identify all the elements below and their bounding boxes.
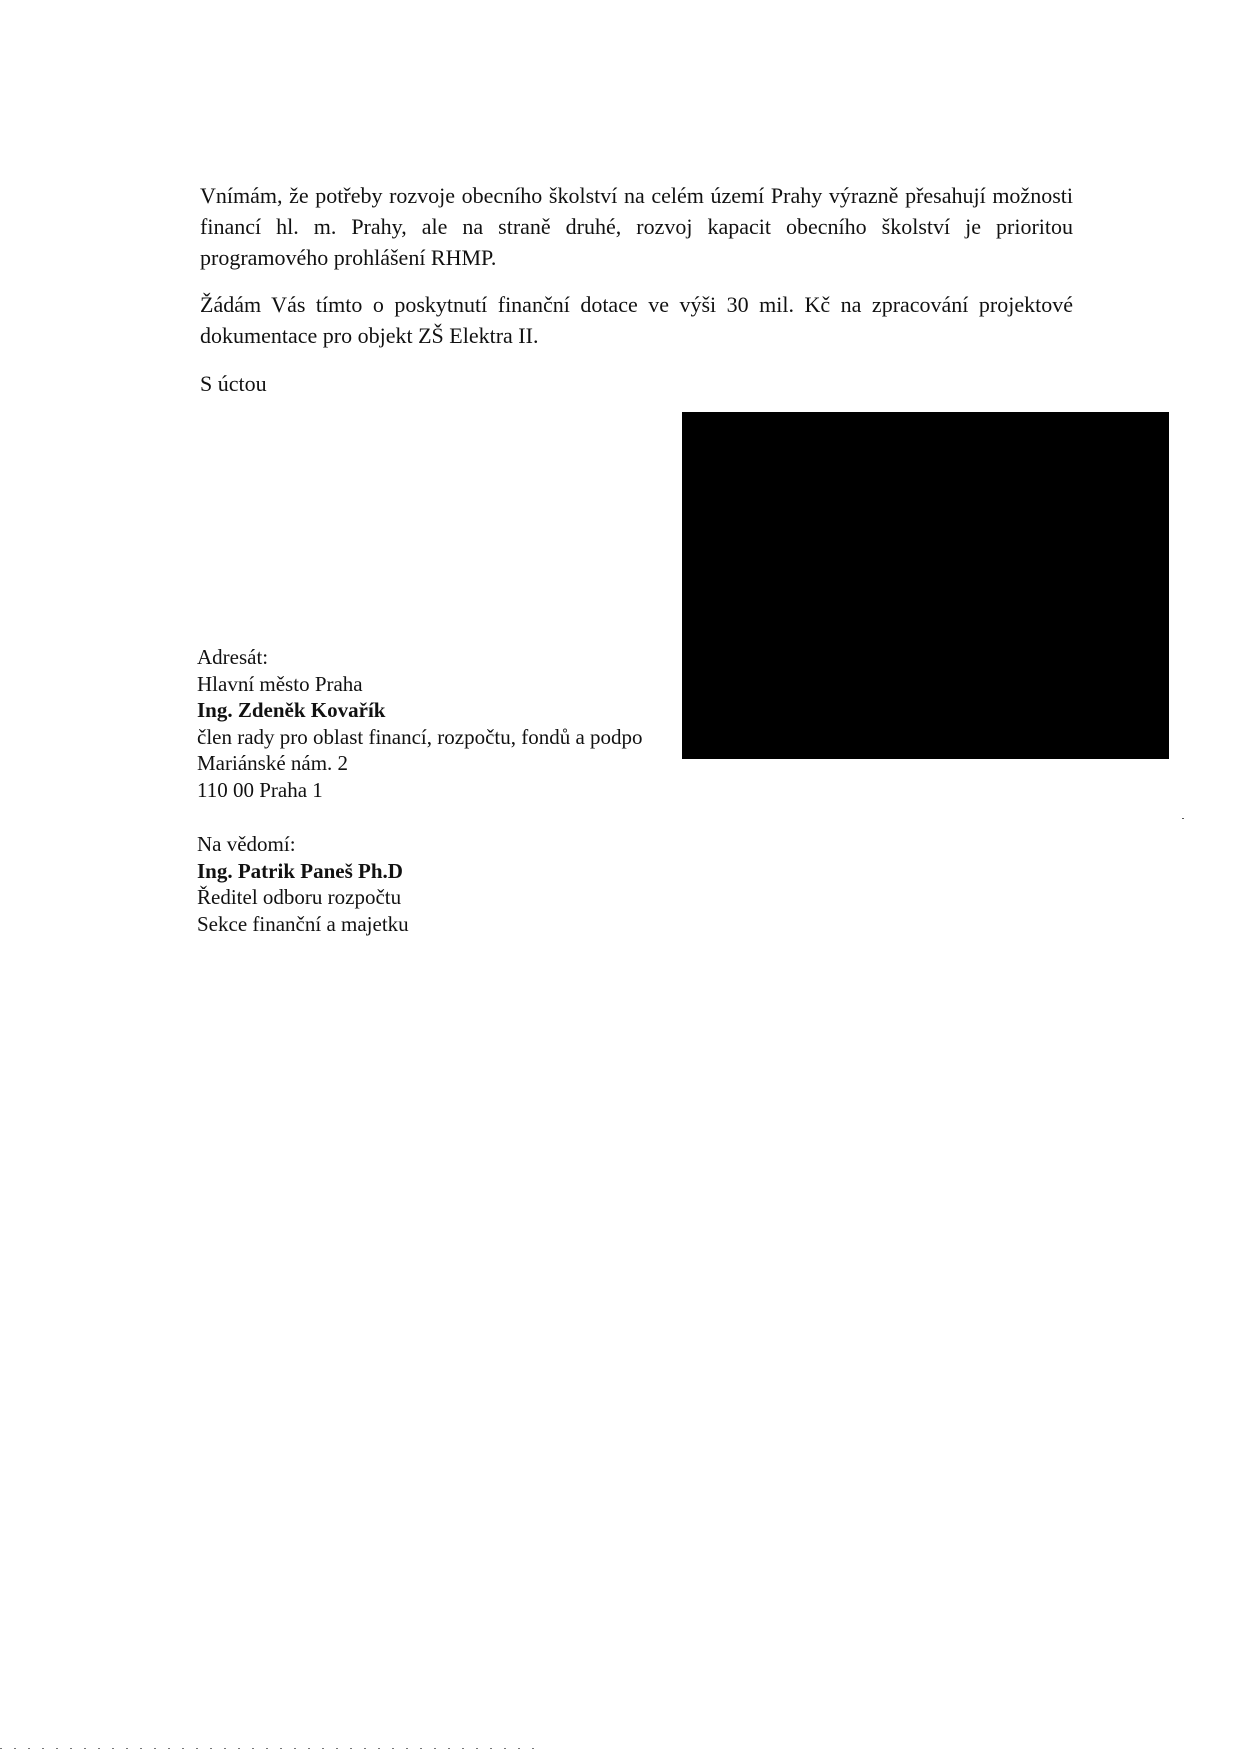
body-paragraph-2: Žádám Vás tímto o poskytnutí finanční dotace ve výši 30 mil. Kč na zpracování projektové dokumentace pro objekt ZŠ Elektra II. bbox=[200, 292, 1073, 348]
scan-speck bbox=[1182, 818, 1184, 819]
scan-noise-line bbox=[0, 1748, 540, 1749]
cc-role: Ředitel odboru rozpočtu bbox=[197, 885, 402, 909]
addressee-city: 110 00 Praha 1 bbox=[197, 777, 323, 802]
addressee-heading: Adresát: bbox=[197, 645, 269, 669]
body-paragraph-1: Vnímám, že potřeby rozvoje obecního školství na celém území Prahy výrazně přesahují možnosti financí hl. m. Prahy, ale na straně druhé, rozvoj kapacit obecního školství je prioritou programového prohlášení RHMP. bbox=[200, 183, 1073, 270]
cc-department: Sekce finanční a majetku bbox=[197, 911, 409, 936]
addressee-block bbox=[197, 644, 643, 803]
addressee-street: Mariánské nám. 2 bbox=[197, 751, 349, 775]
signature-redaction-block bbox=[682, 412, 1169, 759]
addressee-organization: Hlavní město Praha bbox=[197, 671, 363, 696]
cc-block bbox=[197, 831, 409, 937]
addressee-name: Ing. Zdeněk Kovařík bbox=[197, 698, 386, 722]
cc-heading: Na vědomí: bbox=[197, 832, 296, 856]
closing-salutation: S úctou bbox=[200, 371, 267, 396]
cc-name: Ing. Patrik Paneš Ph.D bbox=[197, 858, 403, 883]
addressee-role: člen rady pro oblast financí, rozpočtu, fondů a podpo bbox=[197, 724, 643, 749]
